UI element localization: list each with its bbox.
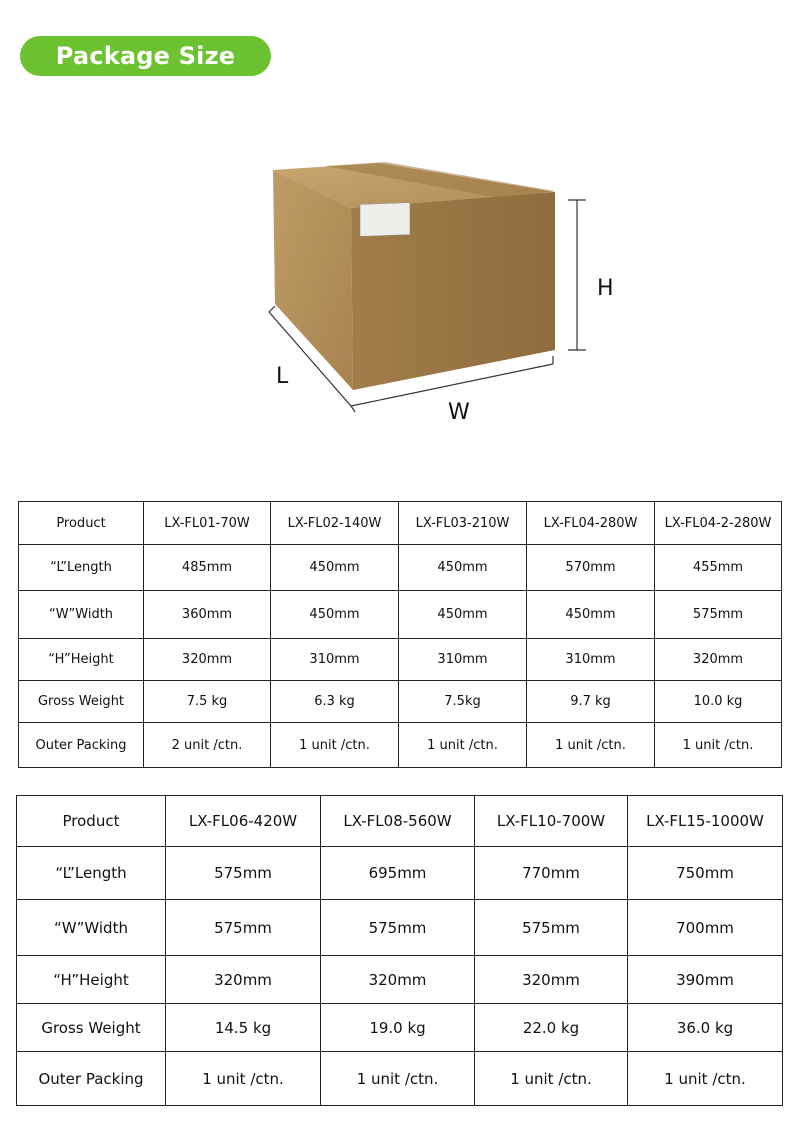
table-cell: 1 unit /ctn. [399,723,527,768]
table-cell: 2 unit /ctn. [144,723,271,768]
table-row-label: “H”Height [19,639,144,681]
table-cell: 390mm [628,956,783,1004]
table-cell: 320mm [144,639,271,681]
table-cell: 22.0 kg [475,1004,628,1052]
spec-table-body [17,796,783,1106]
spec-table-body [19,502,782,768]
table-cell: 575mm [475,900,628,956]
table-row-label: Outer Packing [17,1052,166,1106]
table-row-label: “L”Length [17,847,166,900]
table-row [17,1004,783,1052]
table-header-cell: LX-FL04-2-280W [655,502,782,545]
table-cell: 750mm [628,847,783,900]
table-cell: 9.7 kg [527,681,655,723]
table-cell: 1 unit /ctn. [321,1052,475,1106]
table-cell: 310mm [527,639,655,681]
table-cell: 7.5 kg [144,681,271,723]
table-row [17,900,783,956]
table-cell: 19.0 kg [321,1004,475,1052]
table-row-label: “W”Width [17,900,166,956]
table-row-label: “W”Width [19,591,144,639]
table-header-cell: LX-FL01-70W [144,502,271,545]
section-title-badge [20,36,271,76]
table-row-label: Gross Weight [19,681,144,723]
table-row [17,847,783,900]
table-cell: 36.0 kg [628,1004,783,1052]
table-cell: 7.5kg [399,681,527,723]
height-dimension-label: H [597,276,614,301]
table-cell: 1 unit /ctn. [527,723,655,768]
table-row [17,956,783,1004]
table-cell: 320mm [166,956,321,1004]
table-cell: 1 unit /ctn. [628,1052,783,1106]
table-cell: 1 unit /ctn. [655,723,782,768]
table-cell: 575mm [166,847,321,900]
table-header-cell: LX-FL02-140W [271,502,399,545]
table-header-cell: LX-FL06-420W [166,796,321,847]
table-cell: 450mm [399,545,527,591]
table-cell: 700mm [628,900,783,956]
table-cell: 6.3 kg [271,681,399,723]
box-shipping-label [360,203,410,237]
package-spec-table-2 [16,795,783,1106]
table-cell: 1 unit /ctn. [166,1052,321,1106]
table-cell: 450mm [399,591,527,639]
table-cell: 310mm [271,639,399,681]
table-cell: 455mm [655,545,782,591]
table-cell: 770mm [475,847,628,900]
table-cell: 485mm [144,545,271,591]
table-header-cell: LX-FL04-280W [527,502,655,545]
table-row [19,639,782,681]
table-row-label: Outer Packing [19,723,144,768]
table-row-label: Gross Weight [17,1004,166,1052]
table-cell: 320mm [655,639,782,681]
table-header-cell: LX-FL15-1000W [628,796,783,847]
package-spec-table-1 [18,501,782,768]
table-header-row [17,796,783,847]
table-row [17,1052,783,1106]
table-row [19,723,782,768]
table-cell: 450mm [271,545,399,591]
table-cell: 575mm [321,900,475,956]
table-row [19,545,782,591]
table-cell: 450mm [271,591,399,639]
length-dimension-label: L [276,364,289,389]
table-cell: 360mm [144,591,271,639]
table-cell: 310mm [399,639,527,681]
table-cell: 695mm [321,847,475,900]
table-cell: 1 unit /ctn. [475,1052,628,1106]
table-cell: 570mm [527,545,655,591]
table-row-label: “L”Length [19,545,144,591]
width-dimension-label: W [448,400,470,425]
table-row [19,681,782,723]
table-header-row [19,502,782,545]
table-cell: 14.5 kg [166,1004,321,1052]
table-header-cell: LX-FL08-560W [321,796,475,847]
table-cell: 10.0 kg [655,681,782,723]
section-title: Package Size [55,42,236,70]
table-cell: 320mm [321,956,475,1004]
table-header-cell: Product [19,502,144,545]
cardboard-box-icon [255,150,635,440]
table-header-cell: Product [17,796,166,847]
table-header-cell: LX-FL03-210W [399,502,527,545]
table-row [19,591,782,639]
table-cell: 1 unit /ctn. [271,723,399,768]
table-header-cell: LX-FL10-700W [475,796,628,847]
table-cell: 575mm [166,900,321,956]
table-row-label: “H”Height [17,956,166,1004]
table-cell: 575mm [655,591,782,639]
table-cell: 320mm [475,956,628,1004]
table-cell: 450mm [527,591,655,639]
